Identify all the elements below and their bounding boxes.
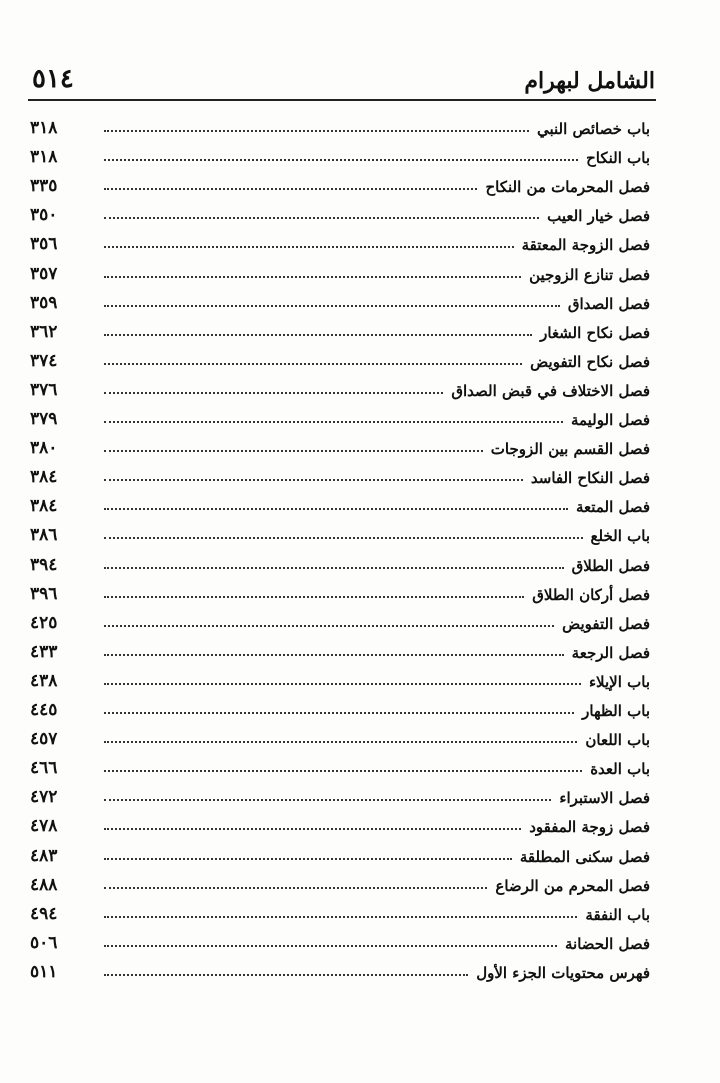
dot-leader: [104, 827, 521, 830]
dot-leader: [104, 915, 577, 918]
toc-entry-title: فصل الطلاق: [571, 556, 650, 575]
dot-leader: [104, 886, 487, 889]
toc-entry-page: ٤٢٥: [30, 612, 58, 633]
toc-entry-title: فصل زوجة المفقود: [529, 818, 650, 837]
dot-leader: [104, 129, 529, 132]
toc-entry-title: فصل تنازع الزوجين: [529, 265, 650, 284]
dot-leader: [104, 653, 564, 656]
toc-entry-title: فصل المحرمات من النكاح: [485, 178, 650, 197]
toc-entry-page: ٤٨٨: [30, 874, 58, 895]
toc-entry-page: ٤٧٢: [30, 787, 58, 808]
dot-leader: [104, 857, 512, 860]
toc-entry-title: باب العدة: [590, 760, 650, 779]
toc-entry-page: ٣٨٦: [30, 525, 58, 546]
toc-entry-page: ٣١٨: [30, 118, 58, 138]
toc-entry: [30, 401, 650, 429]
toc-entry-page: ٣٥٦: [30, 234, 58, 255]
toc-entry-page: ٤٨٣: [30, 845, 58, 866]
toc-entry-title: باب الخلع: [590, 527, 650, 546]
toc-entry: [30, 925, 650, 953]
dot-leader: [104, 449, 483, 452]
toc-entry: [30, 459, 650, 487]
dot-leader: [104, 944, 557, 947]
toc-entry-page: ٤٥٧: [30, 729, 58, 750]
toc-entry-title: فصل الحضانة: [565, 934, 650, 953]
toc-entry-title: باب الظهار: [582, 702, 650, 720]
toc-entry: [30, 285, 650, 313]
dot-leader: [104, 391, 443, 394]
dot-leader: [104, 187, 477, 190]
dot-leader: [104, 740, 577, 743]
toc-entry: [30, 517, 650, 545]
toc-entry: [30, 750, 650, 778]
toc-entry: [30, 547, 650, 575]
dot-leader: [104, 711, 574, 714]
toc-entry-title: فصل المحرم من الرضاع: [495, 876, 650, 895]
dot-leader: [104, 478, 523, 481]
toc-entry-page: ٣٦٢: [30, 321, 58, 342]
toc-entry-page: ٣٥٩: [30, 292, 58, 313]
toc-entry-title: فصل الرجعة: [571, 643, 650, 662]
toc-entry: [30, 139, 650, 167]
toc-entry-page: ٣٥٧: [30, 263, 58, 284]
toc-entry-title: فصل المتعة: [576, 498, 650, 517]
dot-leader: [104, 798, 551, 801]
toc-entry-page: ٣٩٦: [30, 583, 58, 604]
toc-entry: [30, 663, 650, 691]
toc-entry-title: باب اللعان: [585, 731, 650, 750]
toc-entry-page: ٤٣٣: [30, 641, 58, 662]
toc-entry-title: فصل الاختلاف في قبض الصداق: [451, 381, 650, 400]
toc-entry-title: فصل خيار العيب: [547, 207, 650, 226]
toc-entry-page: ٣٣٥: [30, 176, 58, 197]
toc-entry-page: ٣٥٠: [30, 205, 58, 226]
dot-leader: [104, 216, 539, 219]
header-rule: [28, 99, 656, 101]
toc-entry-page: ٣٧٦: [30, 379, 58, 400]
toc-entry-title: فصل سكنى المطلقة: [519, 847, 650, 866]
dot-leader: [104, 362, 522, 365]
page-number: ٥١٤: [32, 64, 74, 94]
toc-entry-page: ٣٨٤: [30, 496, 58, 517]
running-title: الشامل لبهرام: [524, 68, 655, 94]
toc-entry-page: ٣٧٩: [30, 409, 58, 429]
toc-entry: [30, 779, 650, 807]
toc-entry-page: ٤٤٥: [30, 700, 58, 720]
dot-leader: [104, 566, 564, 569]
toc-entry: [30, 721, 650, 749]
toc-entry-page: ٣٨٤: [30, 467, 58, 488]
dot-leader: [104, 420, 563, 423]
toc-entry-page: ٤٩٤: [30, 903, 58, 924]
toc-entry-title: فصل أركان الطلاق: [532, 585, 650, 604]
dot-leader: [104, 624, 554, 627]
toc-entry-title: فصل النكاح الفاسد: [530, 469, 650, 488]
toc-entry-page: ٥١١: [30, 961, 58, 982]
toc-entry-title: فصل التفويض: [562, 614, 650, 633]
toc-entry-title: فهرس محتويات الجزء الأول: [476, 963, 650, 982]
toc-entry: [30, 605, 650, 633]
toc-entry: [30, 808, 650, 836]
toc-entry: [30, 110, 650, 138]
toc-entry-title: فصل الزوجة المعتقة: [521, 236, 650, 255]
toc-entry: [30, 954, 650, 982]
toc-entry: [30, 314, 650, 342]
toc-entry-title: باب النفقة: [585, 905, 650, 924]
toc-entry-title: باب الإيلاء: [589, 672, 650, 691]
toc-entry-title: باب النكاح: [586, 149, 650, 168]
toc-entry: [30, 372, 650, 400]
toc-entry-title: فصل نكاح الشغار: [540, 323, 650, 342]
toc-entry-page: ٣٧٤: [30, 350, 58, 371]
toc-entry: [30, 488, 650, 516]
toc-entry: [30, 576, 650, 604]
toc-entry-page: ٤٣٨: [30, 670, 58, 691]
toc-entry: [30, 168, 650, 196]
toc-entry: [30, 430, 650, 458]
toc-entry-title: فصل الصداق: [567, 294, 650, 313]
toc-entry-page: ٤٧٨: [30, 816, 58, 837]
dot-leader: [104, 536, 583, 539]
dot-leader: [104, 769, 582, 772]
dot-leader: [104, 333, 532, 336]
page-header: [32, 54, 655, 94]
dot-leader: [104, 304, 560, 307]
toc-entry-page: ٣٨٠: [30, 438, 58, 459]
toc-entry-page: ٣١٨: [30, 147, 58, 168]
toc-entry-page: ٤٦٦: [30, 758, 58, 779]
toc-entry: [30, 256, 650, 284]
toc-entry: [30, 838, 650, 866]
toc-entry-page: ٣٩٤: [30, 554, 58, 575]
toc-entry-title: فصل القسم بين الزوجات: [490, 440, 650, 459]
toc-entry: [30, 197, 650, 225]
dot-leader: [104, 245, 514, 248]
toc-entry: [30, 867, 650, 895]
toc-entry-title: فصل الوليمة: [570, 411, 650, 429]
dot-leader: [104, 595, 524, 598]
toc-entry-title: فصل نكاح التفويض: [530, 352, 650, 371]
dot-leader: [104, 275, 521, 278]
toc-entry: [30, 634, 650, 662]
toc-entry-title: فصل الاستبراء: [559, 789, 650, 808]
dot-leader: [104, 158, 578, 161]
dot-leader: [104, 973, 468, 976]
toc-entry-title: باب خصائص النبي: [536, 120, 650, 138]
toc-entry: [30, 226, 650, 254]
toc-entry-page: ٥٠٦: [30, 932, 58, 953]
dot-leader: [104, 682, 581, 685]
toc-entry: [30, 896, 650, 924]
toc-entry: [30, 692, 650, 720]
dot-leader: [104, 507, 568, 510]
toc-entry: [30, 343, 650, 371]
